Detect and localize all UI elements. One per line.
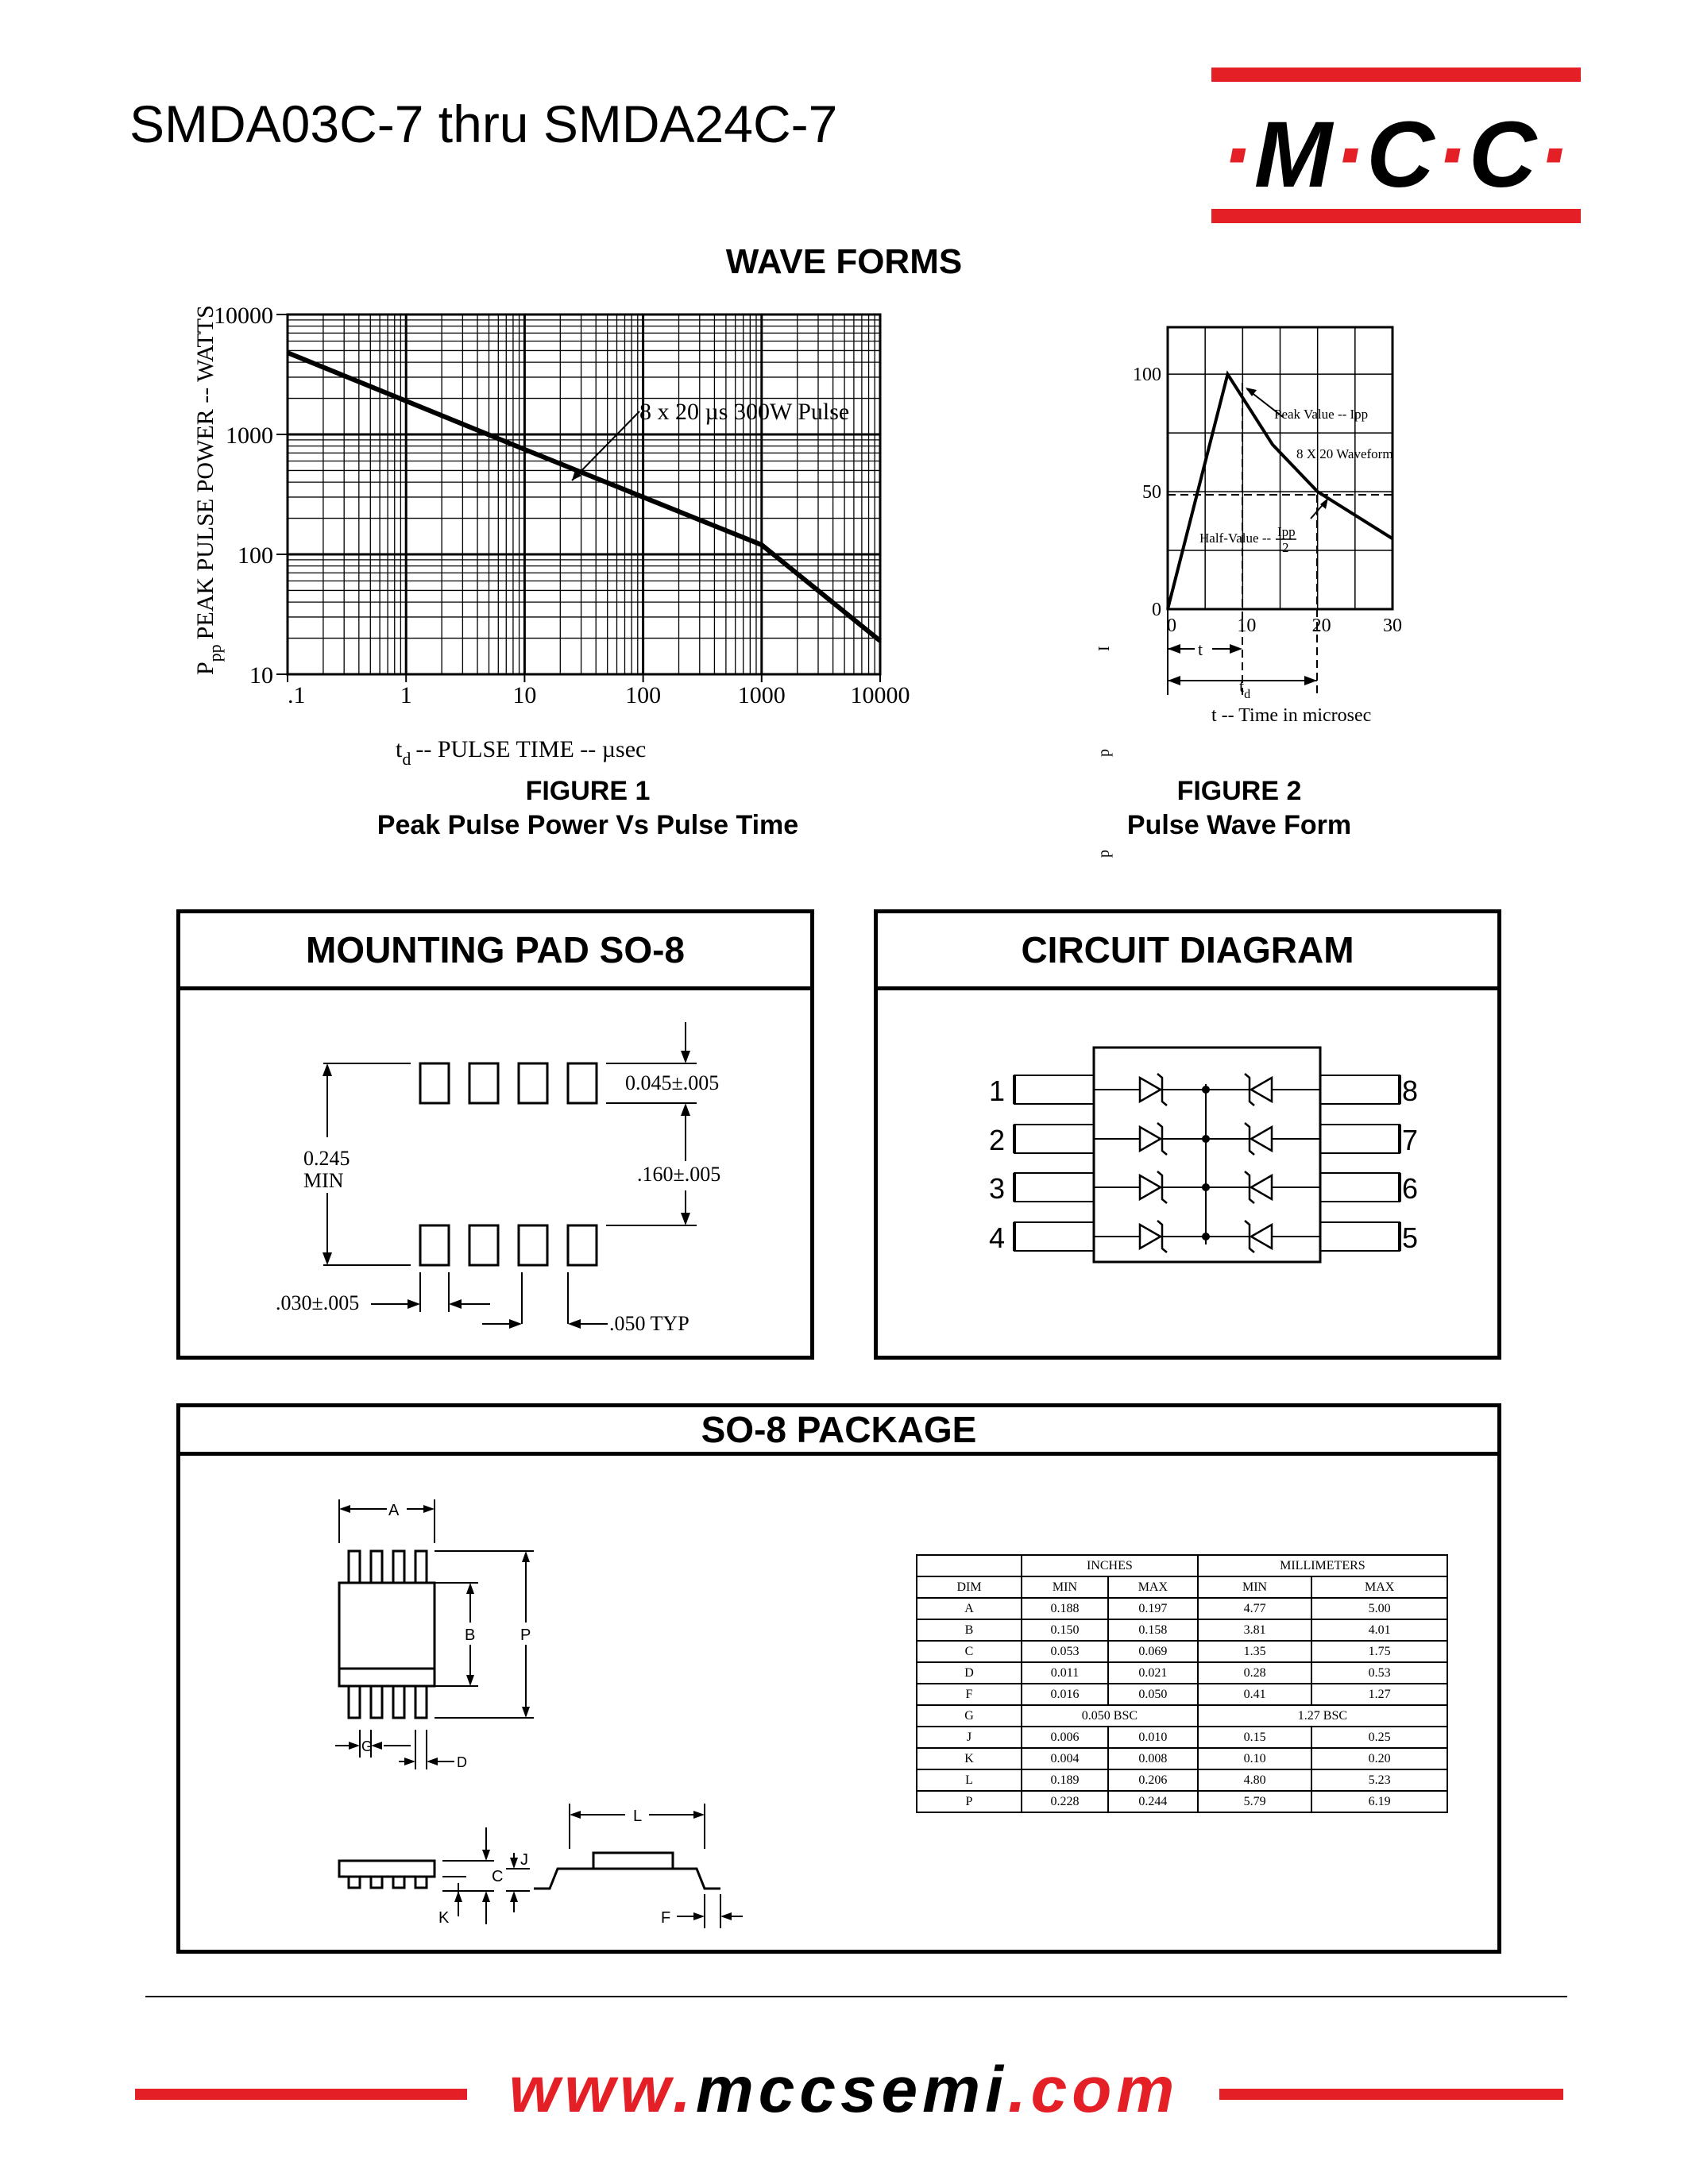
table-row [917,1705,1447,1727]
figure2-x-tick-label: 20 [1311,615,1331,636]
table-cell: F [917,1684,1022,1705]
table-cell: P [917,1791,1022,1812]
figure1-y-tick-label: 10 [249,662,273,689]
mounting-pad-pad-width: .030±.005 [276,1291,360,1314]
table-cell: 0.206 [1108,1769,1198,1791]
tvs-diode-right [1251,1225,1272,1248]
circuit-left-pin [1014,1173,1094,1202]
table-cell: 0.10 [1198,1748,1312,1769]
table-cell: 0.189 [1022,1769,1108,1791]
logo-dot: · [1435,102,1469,207]
table-cell: 0.188 [1022,1598,1108,1619]
table-column-header: MAX [1311,1576,1447,1598]
mounting-pad-height: 0.245 [303,1147,350,1170]
circuit-left-pin [1014,1075,1094,1104]
circuit-junction [1202,1233,1210,1241]
tvs-diode-left [1140,1175,1161,1199]
figure2-caption: Pulse Wave Form [1126,810,1352,840]
table-cell: 1.27 [1311,1684,1447,1705]
table-group-inches: INCHES [1022,1555,1198,1576]
circuit-drawing [878,990,1497,1356]
table-cell: 0.021 [1108,1662,1198,1684]
circuit-pin-label-left: 4 [988,1221,1005,1254]
url-prefix: www. [508,2054,696,2126]
table-cell: 1.27 BSC [1198,1705,1447,1727]
circuit-row [1014,1123,1400,1155]
website-url[interactable] [0,2053,1688,2128]
mounting-pad-gap: .160±.005 [637,1163,721,1186]
table-cell: J [917,1727,1022,1748]
table-cell: 0.053 [1022,1641,1108,1662]
figure1-xlabel-prefix: t [396,736,403,762]
circuit-panel [874,909,1501,1360]
package-label-b: B [465,1626,476,1644]
figure1-frame [288,314,880,674]
figure2-td-arrow-left [1168,676,1180,685]
circuit-pin-label-right: 5 [1402,1221,1419,1254]
table-cell: 4.80 [1198,1769,1312,1791]
table-group-header-row [917,1555,1447,1576]
figure1-ylabel-sub: pp [205,644,225,662]
logo-letter: M [1253,102,1335,207]
package-label-f: F [661,1909,671,1927]
figure2-t-arrow-left [1168,644,1180,654]
package-label-k: K [438,1909,450,1927]
table-cell: 3.81 [1198,1619,1312,1641]
table-row [917,1662,1447,1684]
table-cell [917,1555,1022,1576]
figure1-ylabel-prefix: P [192,662,218,675]
circuit-pin-label-right: 8 [1402,1075,1419,1107]
table-cell: 0.050 [1108,1684,1198,1705]
table-row [917,1727,1447,1748]
table-cell: 0.004 [1022,1748,1108,1769]
table-cell: 0.20 [1311,1748,1447,1769]
figure2-y-ticks [1133,365,1161,620]
table-cell: 0.011 [1022,1662,1108,1684]
figure1-ylabel-main: PEAK PULSE POWER -- WATTS [192,305,218,640]
circuit-row [1014,1221,1400,1252]
table-cell: A [917,1598,1022,1619]
table-column-header: DIM [917,1576,1022,1598]
url-suffix: .com [1007,2054,1180,2126]
pad-bottom-3 [519,1225,547,1265]
figure1-xlabel-sub: d [402,749,411,769]
table-column-header: MAX [1108,1576,1198,1598]
table-cell: 0.069 [1108,1641,1198,1662]
dimension-table [916,1554,1448,1813]
table-cell: D [917,1662,1022,1684]
table-cell: L [917,1769,1022,1791]
package-label-l: L [633,1808,643,1825]
footer-rule [145,1996,1567,1997]
tvs-diode-left [1140,1127,1161,1151]
tvs-diode-right [1251,1175,1272,1199]
figure2-side-letter-3: p [1095,850,1113,858]
table-cell: 0.15 [1198,1727,1312,1748]
circuit-junction [1202,1183,1210,1191]
figure2-y-tick-label: 50 [1142,482,1161,504]
mounting-pad-title: MOUNTING PAD SO-8 [180,913,810,990]
figure1-y-tick-label: 100 [238,542,273,569]
figure1-x-tick-label: 100 [625,682,662,708]
package-panel [176,1403,1501,1954]
circuit-row [1014,1074,1400,1106]
table-column-header: MIN [1022,1576,1108,1598]
circuit-pin-label-left: 2 [988,1124,1005,1156]
package-end-view [534,1853,720,1889]
figure2-x-ticks [1167,615,1402,636]
figure2-half-frac-den: 2 [1282,540,1289,555]
figure2-t-arrow-right [1230,644,1242,654]
table-cell: 1.75 [1311,1641,1447,1662]
figure2-time-label: t -- Time in microsec [1211,705,1372,726]
figure1-x-label [396,736,646,769]
figure2-t-label: t [1198,639,1203,659]
logo-top-bar [1211,68,1581,82]
pad-bottom-4 [568,1225,597,1265]
circuit-left-pin [1014,1222,1094,1251]
table-cell: G [917,1705,1022,1727]
table-cell: 0.228 [1022,1791,1108,1812]
figure1-grid [288,314,880,674]
circuit-right-pin [1320,1075,1400,1104]
table-cell: K [917,1748,1022,1769]
pad-bottom-2 [469,1225,498,1265]
figure2-x-tick-label: 10 [1237,615,1257,636]
table-cell: 1.35 [1198,1641,1312,1662]
circuit-right-pin [1320,1125,1400,1153]
table-cell: 0.197 [1108,1598,1198,1619]
logo-dot: · [1334,102,1367,207]
table-cell: 0.53 [1311,1662,1447,1684]
logo-letter: C [1468,102,1539,207]
table-cell: 0.150 [1022,1619,1108,1641]
table-cell: 5.23 [1311,1769,1447,1791]
figure1-x-tick-label: 10000 [850,682,910,708]
figure1-number: FIGURE 1 [525,776,651,806]
table-cell: 0.010 [1108,1727,1198,1748]
figure1-chart [183,294,945,786]
table-cell: 4.77 [1198,1598,1312,1619]
circuit-junction [1202,1086,1210,1094]
circuit-title: CIRCUIT DIAGRAM [878,913,1497,990]
circuit-body [1094,1048,1320,1262]
package-end-dims [506,1804,743,1928]
page-title: SMDA03C-7 thru SMDA24C-7 [129,95,838,153]
figure1-x-tick-label: 1 [400,682,412,708]
mounting-pad-pads [420,1063,597,1265]
figure2-td-arrow-right [1304,676,1317,685]
figure2-y-tick-label: 0 [1152,600,1161,620]
figure1-x-ticks [288,674,910,708]
table-column-header-row [917,1576,1447,1598]
figure2-x-tick-label: 0 [1167,615,1176,636]
package-label-g: G [361,1738,373,1754]
circuit-row [1014,1171,1400,1203]
pad-top-2 [469,1063,498,1103]
package-side-view [339,1861,435,1888]
table-row [917,1791,1447,1812]
table-cell: C [917,1641,1022,1662]
package-drawing [180,1456,816,1948]
tvs-diode-right [1251,1127,1272,1151]
logo-bottom-bar [1211,209,1581,223]
circuit-right-pin [1320,1222,1400,1251]
table-row [917,1619,1447,1641]
figure2-td-prefix: t [1239,676,1245,696]
table-cell: 0.050 BSC [1022,1705,1198,1727]
tvs-diode-right [1251,1078,1272,1102]
package-label-a: A [388,1502,400,1519]
figure1-caption: Peak Pulse Power Vs Pulse Time [377,810,799,840]
logo-dot: · [1221,102,1254,207]
table-cell: 0.016 [1022,1684,1108,1705]
figure2-half-frac-num: Ipp [1277,524,1296,539]
figure2-td-label [1239,676,1250,701]
figure2-peak-label: Peak Value -- Ipp [1274,407,1369,422]
logo-letter: C [1366,102,1436,207]
figure2-x-tick-label: 30 [1383,615,1402,636]
circuit-left-pin [1014,1125,1094,1153]
figure1-y-ticks [214,303,288,689]
circuit-pin-label-right: 6 [1402,1172,1419,1205]
circuit-junction [1202,1135,1210,1143]
table-cell: B [917,1619,1022,1641]
table-cell: 6.19 [1311,1791,1447,1812]
tvs-diode-left [1140,1225,1161,1248]
package-label-p: P [520,1626,531,1644]
pad-top-4 [568,1063,597,1103]
figure1-xlabel-main: -- PULSE TIME -- µsec [415,736,647,762]
figure2-td-sub: d [1244,688,1251,701]
pad-bottom-1 [420,1225,449,1265]
table-cell: 0.244 [1108,1791,1198,1812]
figure1-x-tick-label: 10 [512,682,537,708]
table-row [917,1769,1447,1791]
package-label-d: D [457,1754,467,1770]
circuit-pin-label-left: 3 [988,1172,1005,1205]
table-cell: 0.41 [1198,1684,1312,1705]
mcc-logo [1211,102,1581,207]
figure2-y-tick-label: 100 [1133,365,1161,386]
figure1-x-tick-label: 1000 [737,682,786,708]
package-top-view [339,1551,435,1718]
package-side-dims [442,1827,494,1924]
table-cell: 0.006 [1022,1727,1108,1748]
table-row [917,1684,1447,1705]
figure1-x-tick-label: .1 [288,682,306,708]
figure1-y-tick-label: 1000 [226,423,273,449]
pad-top-3 [519,1063,547,1103]
circuit-pin-label-left: 1 [988,1075,1005,1107]
figure1-annotation: 8 x 20 µs 300W Pulse [639,399,850,425]
figure1-y-label [192,305,225,675]
table-cell: 5.79 [1198,1791,1312,1812]
circuit-right-pin [1320,1173,1400,1202]
svg-text:PppPEAK PULSE POWER -- WATTS [192,305,225,675]
table-cell: 5.00 [1311,1598,1447,1619]
figure2-half-label: Half-Value -- [1199,531,1272,546]
package-label-j: J [520,1851,528,1869]
figure2-grid [1168,327,1393,609]
figure2-number: FIGURE 2 [1176,776,1302,806]
table-cell: 4.01 [1311,1619,1447,1641]
table-row [917,1641,1447,1662]
table-body [917,1598,1447,1812]
table-cell: 0.25 [1311,1727,1447,1748]
figure1-y-tick-label: 10000 [214,303,273,329]
mounting-pad-panel [176,909,814,1360]
package-title: SO-8 PACKAGE [180,1407,1497,1456]
table-row [917,1748,1447,1769]
table-cell: 0.28 [1198,1662,1312,1684]
figure2-side-letter-1: I [1095,646,1113,651]
table-cell: 0.158 [1108,1619,1198,1641]
mounting-pad-pitch: .050 TYP [609,1312,689,1335]
package-label-c: C [492,1868,504,1885]
wave-forms-heading: WAVE FORMS [725,242,963,281]
table-column-header: MIN [1198,1576,1312,1598]
table-row [917,1598,1447,1619]
figure2-waveform-label: 8 X 20 Waveform [1296,446,1393,461]
figure2-side-letter-2: p [1095,749,1113,757]
mounting-pad-pad-length: 0.045±.005 [625,1071,720,1094]
package-body-top [339,1583,435,1686]
url-main: mccsemi [695,2054,1008,2126]
table-cell: 0.008 [1108,1748,1198,1769]
package-end-arrowheads [510,1811,732,1920]
tvs-diode-left [1140,1078,1161,1102]
table-group-mm: MILLIMETERS [1198,1555,1447,1576]
logo-dot: · [1538,102,1571,207]
pad-top-1 [420,1063,449,1103]
mounting-pad-height-unit: MIN [303,1169,344,1192]
circuit-pin-label-right: 7 [1402,1124,1419,1156]
mounting-pad-drawing [180,990,810,1356]
